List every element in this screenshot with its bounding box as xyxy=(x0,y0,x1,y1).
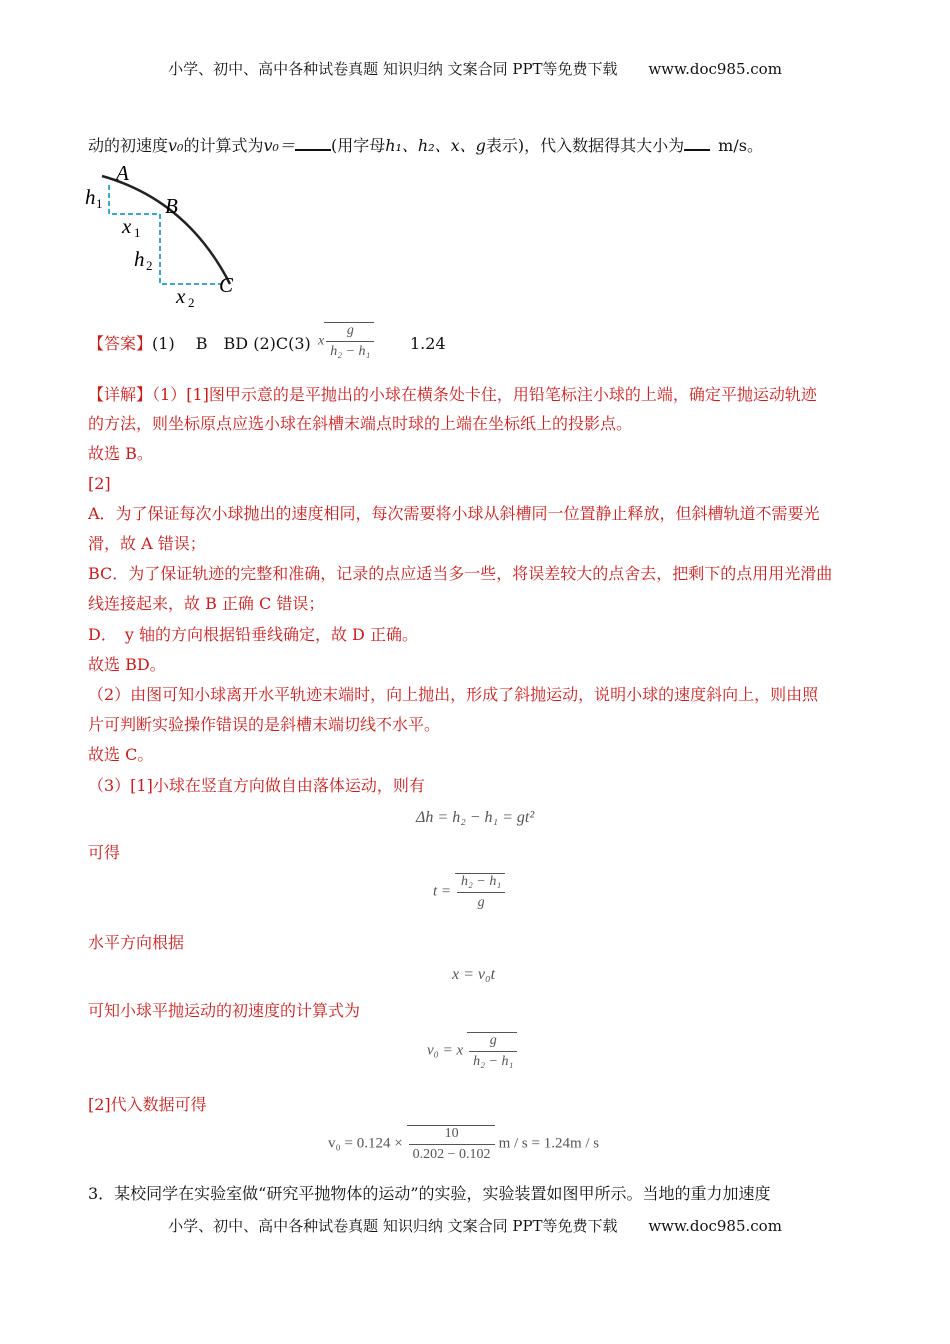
dashed-segment-2 xyxy=(160,214,222,284)
question-line xyxy=(88,135,763,154)
question-text-1: 动的初速度 xyxy=(88,136,169,155)
detail-line-8: 线连接起来，故 B 正确 C 错误； xyxy=(88,594,325,613)
question-var-v0eq: v₀＝ xyxy=(263,136,295,155)
detail-line-9: D． y 轴的方向根据铅垂线确定，故 D 正确。 xyxy=(88,625,418,644)
label-C: C xyxy=(219,273,234,297)
detail-line-18: [2]代入数据可得 xyxy=(88,1095,207,1114)
label-x2-sub: 2 xyxy=(188,295,195,310)
detail-line-4: [2] xyxy=(88,474,111,493)
formula-eq2-num: h₂ − h₁ xyxy=(461,874,502,889)
detail-line-15: 可得 xyxy=(88,843,121,862)
label-x1: x xyxy=(122,214,132,238)
label-A: A xyxy=(116,161,129,185)
label-h2: h xyxy=(134,247,145,271)
footer-url[interactable]: www.doc985.com xyxy=(648,1217,782,1235)
question-text-3: (用字母 xyxy=(330,136,386,155)
formula-eq5 xyxy=(328,1125,599,1163)
formula-eq4-lhs: v₀ = x xyxy=(427,1042,464,1059)
label-h2-sub: 2 xyxy=(146,258,153,273)
detail-line-17: 可知小球平抛运动的初速度的计算式为 xyxy=(88,1001,361,1020)
page-footer xyxy=(0,1215,950,1236)
formula-eq1: Δh = h₂ − h₁ = gt² xyxy=(416,809,535,826)
answer-text: (1) B BD (2)C(3) xyxy=(152,334,311,353)
detail-line-10: 故选 BD。 xyxy=(88,655,166,674)
label-x1-sub: 1 xyxy=(134,225,141,240)
answer-formula-num: g xyxy=(346,323,354,338)
answer-formula: x $\frac{g}{\text{h₂ − h₁}}$ xyxy=(318,322,374,360)
question-text-4: 表示)，代入数据得其大小为 xyxy=(485,136,685,155)
detail-line-14: （3）[1]小球在竖直方向做自由落体运动，则有 xyxy=(88,776,425,795)
detail-line-3: 故选 B。 xyxy=(88,444,153,463)
formula-eq2-den: g xyxy=(457,892,505,911)
answer-blank-2[interactable] xyxy=(684,135,710,151)
detail-line-16: 水平方向根据 xyxy=(88,933,185,952)
label-h1: h xyxy=(85,185,96,209)
header-url[interactable]: www.doc985.com xyxy=(648,60,782,78)
detail-line-2: 的方法，则坐标原点应选小球在斜槽末端点时球的上端在坐标纸上的投影点。 xyxy=(88,414,633,433)
formula-eq2 xyxy=(433,873,505,911)
detail-line-5: A．为了保证每次小球抛出的速度相同，每次需要将小球从斜槽同一位置静止释放，但斜槽轨道不需要光 xyxy=(88,504,820,523)
answer-blank-1[interactable] xyxy=(295,135,331,151)
question-text-2: 的计算式为 xyxy=(183,136,264,155)
header-text: 小学、初中、高中各种试卷真题 知识归纳 文案合同 PPT等免费下载 xyxy=(168,60,618,78)
answer-tag: 【答案】 xyxy=(88,334,153,353)
answer-formula-den: h₂ − h₁ xyxy=(326,341,374,360)
next-question: 3．某校同学在实验室做“研究平抛物体的运动”的实验，实验装置如图甲所示。当地的重力加速度 xyxy=(88,1184,771,1203)
formula-eq4-num: g xyxy=(489,1033,497,1048)
detail-tag: 【详解】 xyxy=(88,385,153,404)
question-var-v0: v₀ xyxy=(168,136,184,155)
question-unit: m/s。 xyxy=(718,136,763,155)
detail-line-6: 滑，故 A 错误； xyxy=(88,534,206,553)
footer-text: 小学、初中、高中各种试卷真题 知识归纳 文案合同 PPT等免费下载 xyxy=(168,1217,618,1235)
detail-line-1 xyxy=(88,387,817,403)
trajectory-figure xyxy=(82,160,252,310)
detail-line-11: （2）由图可知小球离开水平轨迹末端时，向上抛出，形成了斜抛运动，说明小球的速度斜向上，则由照 xyxy=(88,685,819,704)
detail-line-13: 故选 C。 xyxy=(88,745,154,764)
question-vars: h₁、h₂、x、g xyxy=(385,136,486,155)
answer-value: 1.24 xyxy=(410,334,446,353)
label-h1-sub: 1 xyxy=(96,196,103,211)
formula-eq4 xyxy=(427,1032,517,1070)
formula-eq5-num: 10 xyxy=(444,1126,459,1141)
label-B: B xyxy=(165,194,178,218)
formula-eq5-lhs: v₀ = 0.124 × xyxy=(328,1135,403,1152)
detail-line-7: BC．为了保证轨迹的完整和准确，记录的点应适当多一些，将误差较大的点舍去，把剩下的点用用光滑曲 xyxy=(88,564,833,583)
formula-eq5-den: 0.202 − 0.102 xyxy=(409,1144,495,1163)
label-x2: x xyxy=(176,284,186,308)
page-header xyxy=(0,58,950,79)
formula-eq5-rhs: m / s = 1.24m / s xyxy=(498,1135,600,1152)
detail-line-12: 片可判断实验操作错误的是斜槽末端切线不水平。 xyxy=(88,715,441,734)
formula-eq3: x = v₀t xyxy=(452,966,496,983)
detail-text-1a: （1）[1]图甲示意的是平抛出的小球在横条处卡住，用铅笔标注小球的上端，确定平抛运动轨迹 xyxy=(152,385,817,404)
formula-eq2-lhs: t = xyxy=(433,883,452,900)
answer-line xyxy=(88,336,311,352)
formula-eq4-den: h₂ − h₁ xyxy=(469,1051,517,1070)
